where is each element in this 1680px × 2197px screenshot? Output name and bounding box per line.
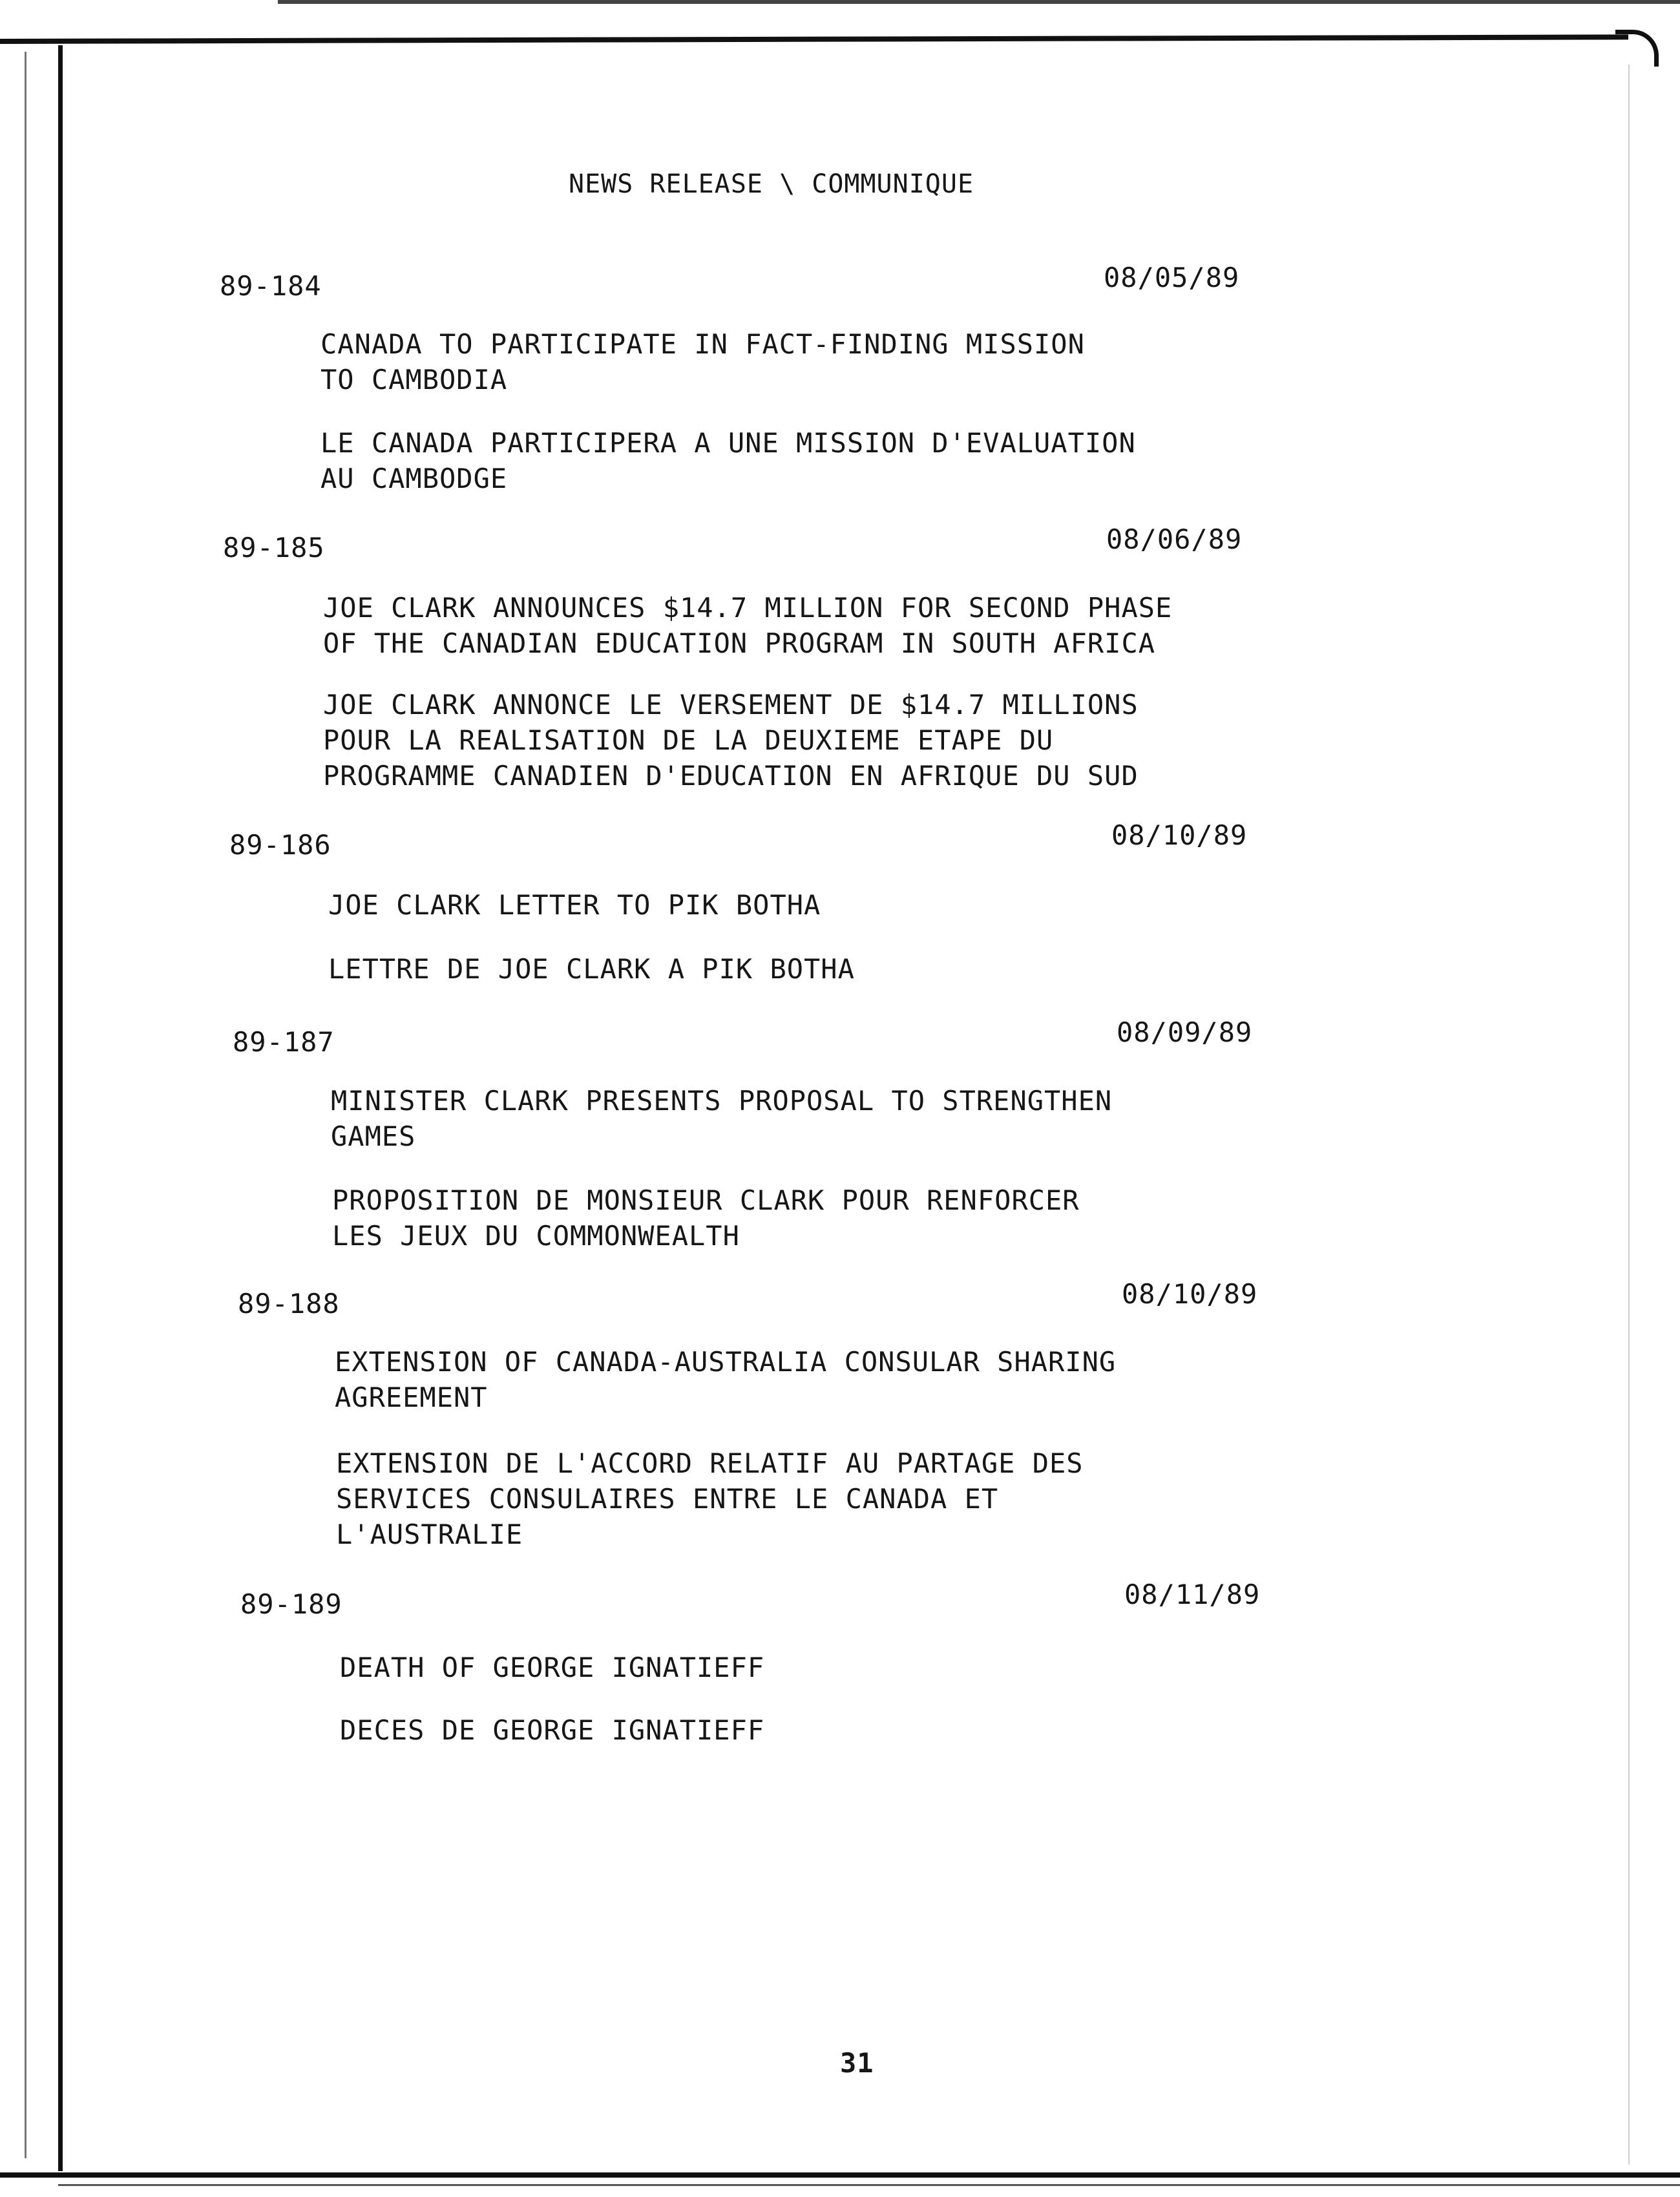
page-border-corner [1615,30,1659,67]
page-border-left-thin [25,52,26,2158]
release-number: 89-184 [220,270,322,302]
release-title-english: MINISTER CLARK PRESENTS PROPOSAL TO STRENGTHEN GAMES [331,1085,1113,1152]
release-title-english: JOE CLARK LETTER TO PIK BOTHA [328,889,821,921]
release-title-english: DEATH OF GEORGE IGNATIEFF [340,1652,765,1683]
page-border-top [0,34,1628,44]
page-border-left [58,45,63,2171]
release-title-english: CANADA TO PARTICIPATE IN FACT-FINDING MISSION TO CAMBODIA [320,328,1085,395]
page-header: NEWS RELEASE \ COMMUNIQUE [569,169,974,199]
release-title-french: PROPOSITION DE MONSIEUR CLARK POUR RENFORCER LES JEUX DU COMMONWEALTH [332,1184,1080,1252]
page-border-top-thin [278,0,1680,4]
release-number: 89-189 [240,1588,342,1620]
release-number: 89-186 [229,829,331,861]
release-title-english: EXTENSION OF CANADA-AUSTRALIA CONSULAR SHARING AGREEMENT [335,1346,1117,1413]
release-title-french: LETTRE DE JOE CLARK A PIK BOTHA [328,953,855,985]
release-number: 89-188 [238,1288,340,1319]
release-title-english: JOE CLARK ANNOUNCES $14.7 MILLION FOR SECOND PHASE OF THE CANADIAN EDUCATION PROGRAM IN SOUTH AFRICA [323,592,1173,659]
release-date: 08/05/89 [1104,262,1240,293]
page-border-bottom-thin [58,2184,1680,2186]
release-title-french: DECES DE GEORGE IGNATIEFF [340,1714,765,1746]
release-number: 89-187 [233,1026,335,1058]
release-title-french: JOE CLARK ANNONCE LE VERSEMENT DE $14.7 MILLIONS POUR LA REALISATION DE LA DEUXIEME ETAPE DU PROGRAMME CANADIEN D'EDUCATION EN AFRIQUE DU SUD [323,689,1139,792]
release-date: 08/10/89 [1111,819,1248,851]
release-title-french: LE CANADA PARTICIPERA A UNE MISSION D'EVALUATION AU CAMBODGE [320,427,1136,494]
page-number: 31 [840,2047,874,2079]
release-date: 08/10/89 [1122,1278,1258,1310]
release-date: 08/06/89 [1106,523,1243,555]
page-border-right [1628,65,1630,2165]
release-number: 89-185 [223,532,325,563]
page-border-bottom [0,2172,1680,2178]
release-date: 08/11/89 [1124,1579,1261,1610]
release-title-french: EXTENSION DE L'ACCORD RELATIF AU PARTAGE DES SERVICES CONSULAIRES ENTRE LE CANADA ET L'AUSTRALIE [336,1447,1084,1550]
release-date: 08/09/89 [1117,1016,1253,1048]
